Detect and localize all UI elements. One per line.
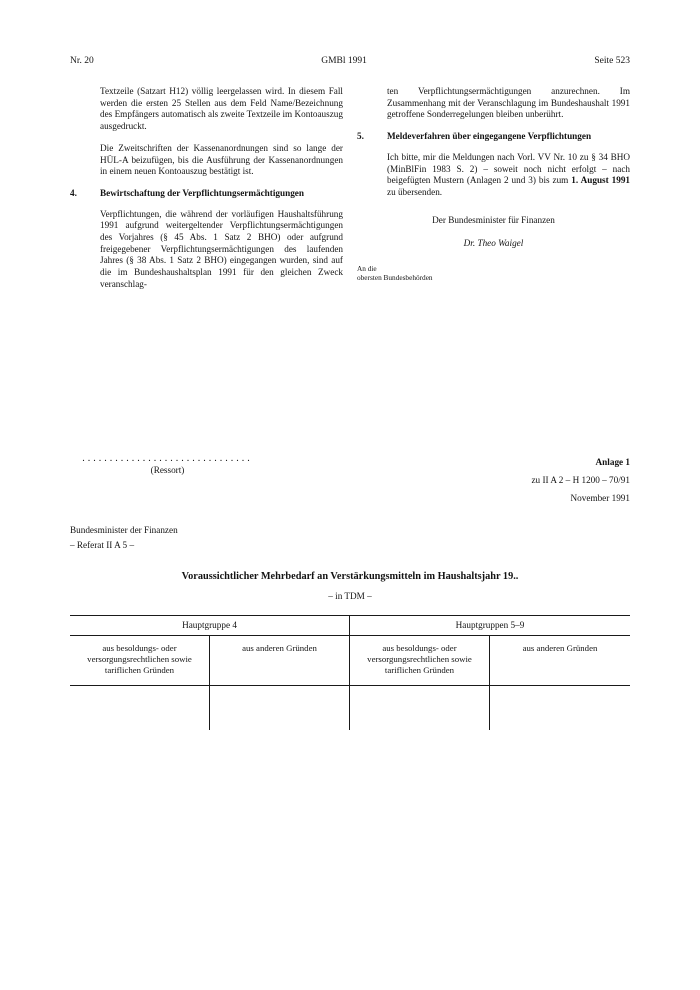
item-5-heading: Meldeverfahren über eingegangene Verpflichtungen (387, 131, 592, 142)
annex-subtitle: – in TDM – (328, 590, 372, 601)
address-note-line2: obersten Bundesbehörden (357, 273, 433, 283)
ressort-label: (Ressort) (150, 464, 185, 475)
annex-section (70, 453, 630, 731)
item-4-number: 4. (70, 187, 77, 198)
table-cell-empty (490, 686, 630, 730)
table-group-header-row (70, 616, 630, 636)
table-cell-empty (210, 686, 350, 730)
item-4-content (100, 188, 343, 291)
table-cell-empty (350, 686, 490, 730)
column-header-3: aus besoldungs- oder versorgungsrechtlichen sowie tariflichen Gründen (350, 636, 490, 686)
sender-block (70, 523, 630, 553)
item-5-body (387, 152, 630, 199)
header-publication-title: GMBl 1991 (321, 56, 367, 66)
address-note (357, 264, 630, 282)
text-columns (70, 86, 630, 301)
list-item-5 (357, 131, 630, 199)
paragraph-zweitschriften: Die Zweitschriften der Kassenanordnungen sind so lange der HÜL-A beizufügen, bis die Ausführung der Kassenanordnungen in einem neuen Kontoauszug bestätigt ist. (100, 142, 343, 177)
table-empty-body-row (70, 686, 630, 730)
mehrbedarf-table (70, 615, 630, 731)
group-header-hauptgruppen-5-9: Hauptgruppen 5–9 (455, 619, 525, 630)
annex-reference-block (531, 453, 630, 507)
sender-line1: Bundesminister der Finanzen (70, 524, 178, 535)
item-5-number: 5. (357, 131, 364, 142)
header-issue-number: Nr. 20 (70, 56, 94, 66)
item-5-body-post: zu übersenden. (387, 186, 443, 197)
group-header-hauptgruppe-4: Hauptgruppe 4 (70, 616, 350, 635)
annex-top-row (70, 453, 630, 507)
signature-office: Der Bundesminister für Finanzen (432, 214, 555, 225)
item-4-body: Verpflichtungen, die während der vorläufigen Haushaltsführung 1991 aufgrund weitergeltender Verpflichtungsermächtigungen des Vorjahres (§ 45 Abs. 1 Satz 2 BHO) oder aufgrund freigegebener Verpflichtungsermächtigungen des laufenden Jahres (§ 38 Abs. 1 Satz 2 BHO) eingegangen wurden, sind auf die im Bundeshaushaltsplan 1991 für den gleichen Zweck veranschlag- (100, 208, 343, 289)
annex-title: Voraussichtlicher Mehrbedarf an Verstärkungsmitteln im Haushaltsjahr 19.. (181, 570, 519, 582)
paragraph-anrechnung: ten Verpflichtungsermächtigungen anzurechnen. Im Zusammenhang mit der Veranschlagung im Bundeshaushalt 1991 getroffene Sonderregelungen bleiben unberührt. (387, 86, 630, 120)
right-column (357, 86, 630, 301)
header-page-number: Seite 523 (594, 56, 630, 66)
annex-label: Anlage 1 (595, 456, 630, 467)
item-4-heading: Bewirtschaftung der Verpflichtungsermächtigungen (100, 187, 304, 198)
table-cell-empty (70, 686, 210, 730)
left-column (70, 86, 343, 301)
column-header-1: aus besoldungs- oder versorgungsrechtlichen sowie tariflichen Gründen (70, 636, 210, 686)
column-header-4: aus anderen Gründen (522, 642, 598, 653)
sender-line2: – Referat II A 5 – (70, 539, 135, 550)
table-column-header-row (70, 636, 630, 687)
item-5-content (387, 131, 630, 199)
page-header (70, 56, 630, 66)
column-header-2: aus anderen Gründen (210, 636, 350, 686)
list-item-4 (70, 188, 343, 291)
ressort-fill-line: ............................... (82, 452, 253, 464)
item-5-body-date: 1. August 1991 (571, 175, 631, 186)
annex-date: November 1991 (570, 492, 630, 503)
signature-name: Dr. Theo Waigel (463, 238, 524, 249)
ressort-block (70, 453, 265, 475)
address-note-line1: An die (357, 264, 377, 274)
item-5-body-pre: Ich bitte, mir die Meldungen nach Vorl. VV Nr. 10 zu § 34 BHO (MinBlFin 1983 S. 2) – soweit noch nicht erfolgt – nach beigefügten Mustern (Anlagen 2 und 3) bis zum (387, 151, 630, 186)
annex-file-reference: zu II A 2 – H 1200 – 70/91 (531, 474, 630, 485)
paragraph-textzeile: Textzeile (Satzart H12) völlig leergelassen wird. In diesem Fall werden die ersten 25 Stellen aus dem Feld Name/Bezeichnung des Empfängers automatisch als zweite Textzeile im Kontoauszug ausgedruckt. (100, 86, 343, 132)
